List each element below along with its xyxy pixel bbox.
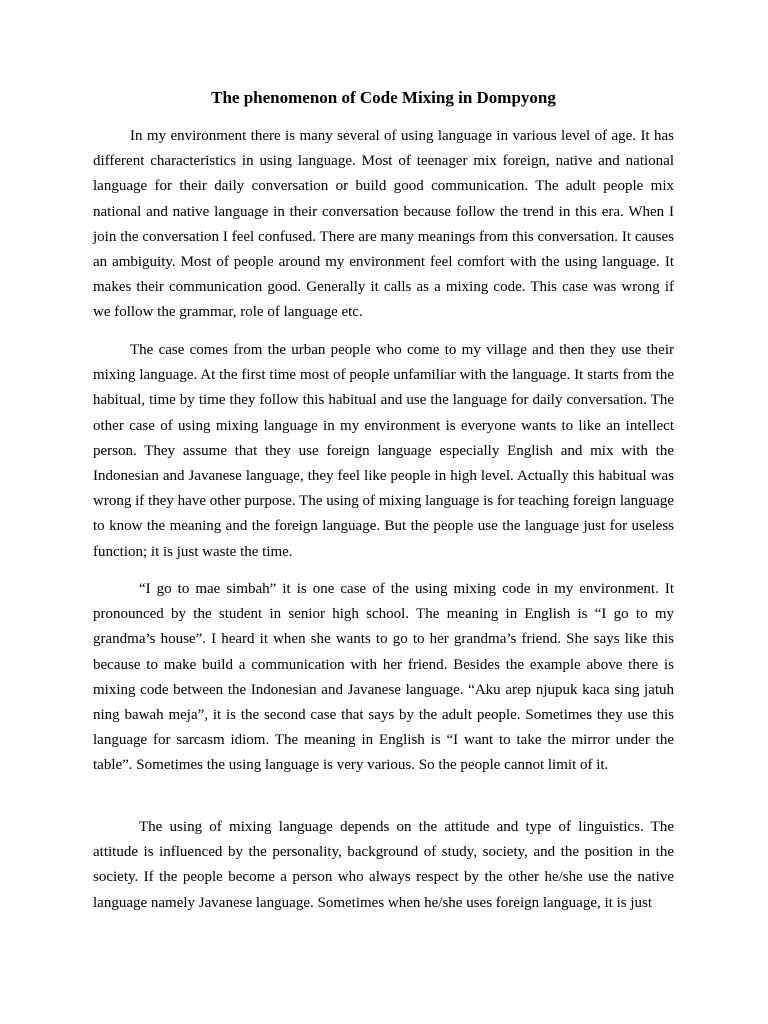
paragraph-3: “I go to mae simbah” it is one case of the using mixing code in my environment. It pronounced by the student in senior high school. The meaning in English is “I go to my grandma’s house”. I heard it when she wants to go to her grandma’s friend. She says like this because to make build a communication with her friend. Besides the example above there is mixing code between the Indonesian and Javanese language. “Aku arep njupuk kaca sing jatuh ning bawah meja”, it is the second case that says by the adult people. Sometimes they use this language for sarcasm idiom. The meaning in English is “I want to take the mirror under the table”. Sometimes the using language is very various. So the people cannot limit of it. — [93, 581, 674, 774]
paragraph-1: In my environment there is many several of using language in various level of age. It has different characteristics in using language. Most of teenager mix foreign, native and national language for their daily conversation or build good communication. The adult people mix national and native language in their conversation because follow the trend in this era. When I join the conversation I feel confused. There are many meanings from this conversation. It causes an ambiguity. Most of people around my environment feel comfort with the using language. It makes their communication good. Generally it calls as a mixing code. This case was wrong if we follow the grammar, role of language etc. — [93, 128, 674, 321]
document-title: The phenomenon of Code Mixing in Dompyong — [211, 88, 556, 107]
paragraph-4: The using of mixing language depends on the attitude and type of linguistics. The attitude is influenced by the personality, background of study, society, and the position in the society. If the people become a person who always respect by the other he/she use the native language namely Javanese language. Sometimes when he/she uses foreign language, it is just — [93, 819, 674, 911]
paragraph-2: The case comes from the urban people who come to my village and then they use their mixing language. At the first time most of people unfamiliar with the language. It starts from the habitual, time by time they follow this habitual and use the language for daily conversation. The other case of using mixing language in my environment is everyone wants to like an intellect person. They assume that they use foreign language especially English and mix with the Indonesian and Javanese language, they feel like people in high level. Actually this habitual was wrong if they have other purpose. The using of mixing language is for teaching foreign language to know the meaning and the foreign language. But the people use the language just for useless function; it is just waste the time. — [93, 342, 674, 560]
